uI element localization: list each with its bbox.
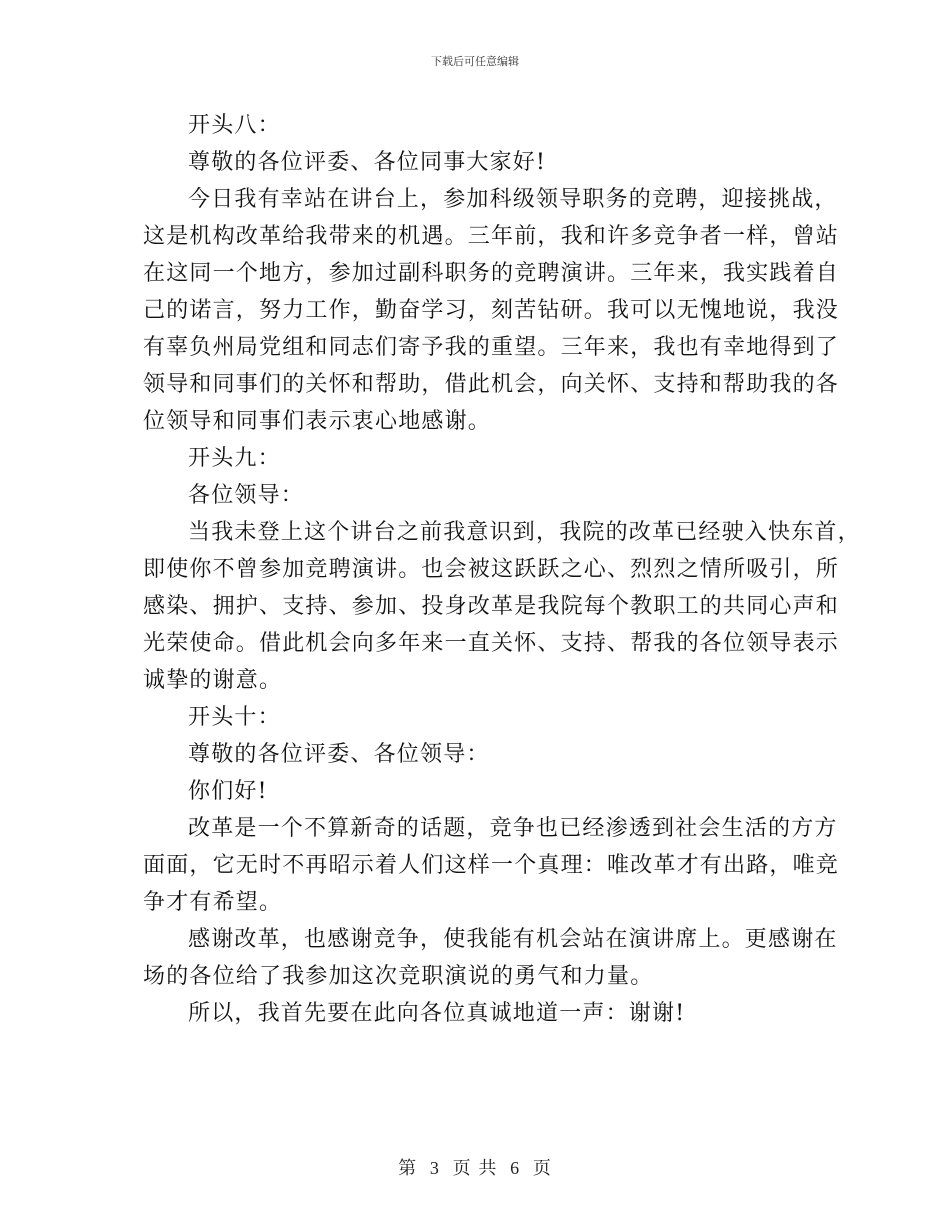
page-footer <box>0 1154 950 1180</box>
document-line: 你们好! <box>188 779 268 804</box>
document-line: 开头八： <box>188 113 281 138</box>
document-line: 今日我有幸站在讲台上，参加科级领导职务的竞聘，迎接挑战， <box>188 187 838 212</box>
document-line: 尊敬的各位评委、各位同事大家好! <box>188 150 547 175</box>
document-line: 光荣使命。借此机会向多年来一直关怀、支持、帮我的各位领导表示 <box>143 631 840 656</box>
total-page-number: 6 <box>510 1158 521 1178</box>
document-line: 面面，它无时不再昭示着人们这样一个真理：唯改革才有出路，唯竞 <box>143 853 840 878</box>
document-line: 这是机构改革给我带来的机遇。三年前，我和许多竞争者一样，曾站 <box>143 224 840 249</box>
document-line: 感谢改革，也感谢竞争，使我能有机会站在演讲席上。更感谢在 <box>188 927 838 952</box>
page-middle-text: 页 共 <box>452 1158 498 1179</box>
page-prefix: 第 <box>398 1158 418 1179</box>
document-line: 尊敬的各位评委、各位领导： <box>188 742 490 767</box>
page-suffix: 页 <box>532 1158 552 1179</box>
document-line: 改革是一个不算新奇的话题，竞争也已经渗透到社会生活的方方 <box>188 816 838 841</box>
document-line: 有辜负州局党组和同志们寄予我的重望。三年来，我也有幸地得到了 <box>143 335 840 360</box>
document-line: 在这同一个地方，参加过副科职务的竞聘演讲。三年来，我实践着自 <box>143 261 840 286</box>
page-header-note: 下载后可任意编辑 <box>431 55 519 68</box>
current-page-number: 3 <box>429 1158 440 1178</box>
document-line: 诚挚的谢意。 <box>143 668 283 693</box>
document-line: 所以，我首先要在此向各位真诚地道一声：谢谢! <box>188 1001 686 1026</box>
document-line: 当我未登上这个讲台之前我意识到，我院的改革已经驶入快东首， <box>188 520 861 545</box>
document-line: 争才有希望。 <box>143 890 283 915</box>
document-line: 领导和同事们的关怀和帮助，借此机会，向关怀、支持和帮助我的各 <box>143 372 840 397</box>
document-line: 感染、拥护、支持、参加、投身改革是我院每个教职工的共同心声和 <box>143 594 840 619</box>
document-line: 己的诺言，努力工作，勤奋学习，刻苦钻研。我可以无愧地说，我没 <box>143 298 840 323</box>
document-line: 场的各位给了我参加这次竞职演说的勇气和力量。 <box>143 964 654 989</box>
document-line: 各位领导： <box>188 483 305 508</box>
document-line: 即使你不曾参加竞聘演讲。也会被这跃跃之心、烈烈之情所吸引，所 <box>143 557 840 582</box>
document-body <box>143 107 861 1032</box>
document-line: 开头九： <box>188 446 281 471</box>
document-line: 位领导和同事们表示衷心地感谢。 <box>143 409 492 434</box>
document-line: 开头十： <box>188 705 281 730</box>
